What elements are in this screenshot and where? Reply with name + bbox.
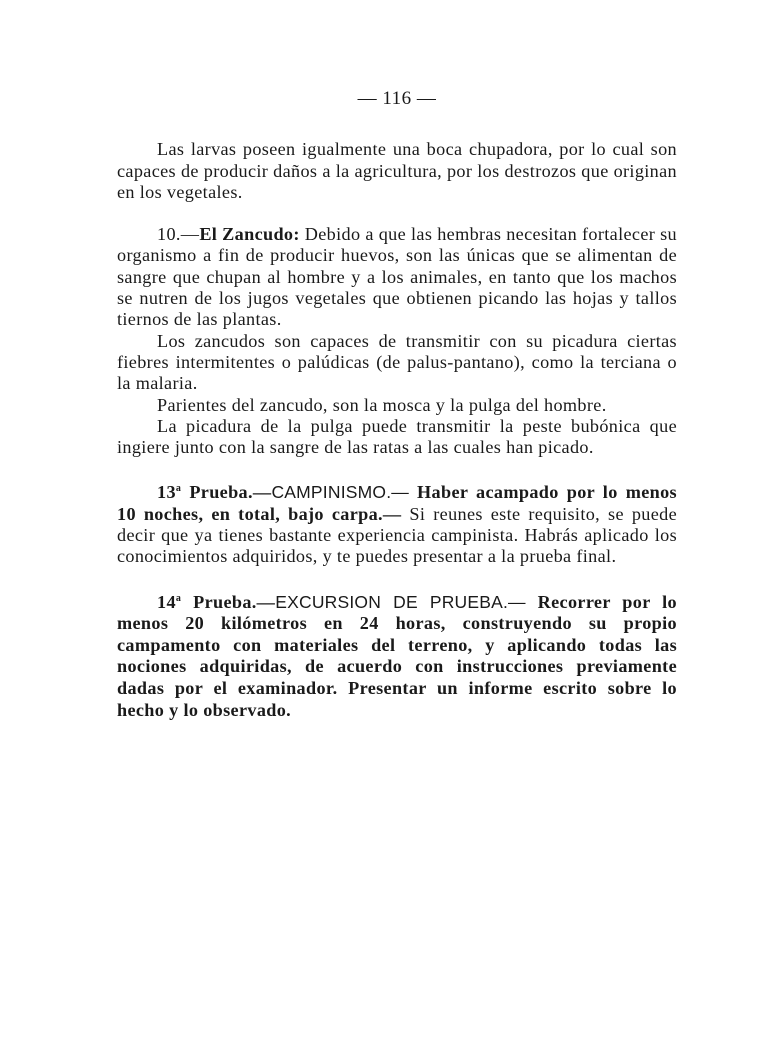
ordinal-mark: a — [175, 592, 182, 604]
paragraph-fiebres: Los zancudos son capaces de transmitir con su picadura ciertas fiebres intermitentes o palúdicas (de palus-pantano), como la terciana o la malaria. — [117, 330, 677, 394]
paragraph-zancudo — [117, 224, 677, 330]
paragraph-prueba-13 — [117, 482, 677, 567]
section-number: 10.— — [157, 224, 200, 245]
prueba-name: CAMPINISMO.— — [271, 482, 409, 503]
prueba-number: 13 — [157, 482, 176, 503]
section-title: El Zancudo: — [199, 224, 300, 245]
paragraph-parientes: Parientes del zancudo, son la mosca y la pulga del hombre. — [157, 394, 607, 415]
prueba-requirement: Recorrer por lo menos 20 kilómetros en 24 horas, construyendo su propio campamento con materiales del terreno, y aplicando todas las nociones adquiridas, de acuerdo con instrucciones previamente dadas por el examinador. Presentar un informe escrito sobre lo hecho y lo observado. — [117, 591, 677, 720]
prueba-requirement: Haber acampado por lo menos 10 noches, en total, bajo carpa.— — [117, 482, 677, 524]
paragraph-pulga: La picadura de la pulga puede transmitir la peste bubónica que ingiere junto con la sangre de las ratas a las cuales han picado. — [117, 415, 677, 458]
page-body — [117, 88, 677, 721]
section-text: Debido a que las hembras necesitan fortalecer su organismo a fin de producir huevos, son las únicas que se alimentan de sangre que chupan al hombre y a los animales, en tanto que los machos se nutren de los jugos vegetales que obtienen picando las hojas y tallos tiernos de las plantas. — [117, 224, 678, 330]
prueba-label: Prueba.— — [181, 482, 272, 503]
prueba-label: Prueba.— — [181, 591, 276, 612]
paragraph-prueba-14 — [117, 592, 677, 722]
paragraph-larvas: Las larvas poseen igualmente una boca chupadora, por lo cual son capaces de producir daños a la agricultura, por los destrozos que originan en los vegetales. — [117, 139, 677, 202]
prueba-text: Si reunes este requisito, se puede decir que ya tienes bastante experiencia campinista. Habrás aplicado los conocimientos adquiridos, y te puedes presentar a la prueba final. — [117, 503, 677, 567]
page-number: — 116 — — [357, 88, 437, 109]
prueba-name: EXCURSION DE PRUEBA.— — [275, 591, 526, 612]
ordinal-mark: a — [175, 483, 182, 495]
prueba-number: 14 — [157, 591, 176, 612]
